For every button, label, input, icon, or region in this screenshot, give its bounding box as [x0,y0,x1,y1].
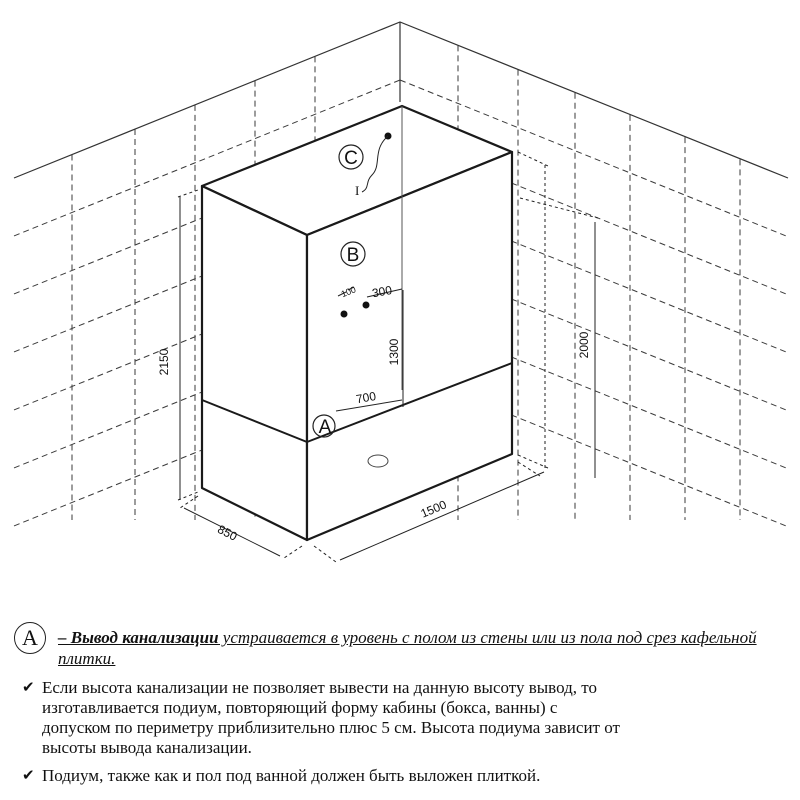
label-c-text: C [344,148,358,169]
dim-height-left: 2150 [157,348,171,376]
dim-ext-1500-b [518,462,540,476]
dim-ext-2000-top [518,152,548,166]
dim-width: 1500 [418,497,449,521]
label-b [341,242,365,266]
note-a-term: – Вывод канализации [58,628,219,647]
dim-ext-2000-bottom [518,455,548,468]
dim-ext-2000-b [520,198,598,218]
note-a-badge: A [14,622,46,654]
installation-notes [0,600,800,800]
dim-outlet-height: 1300 [387,338,401,366]
bullet-1-text: Если высота канализации не позволяет вывести на данную высоту вывод, то изготавливается подиум, повторяющий форму кабины (бокса, ванны) с допуском по периметру приблизительно плюс 5 см. Высота подиума зависит от высоты вывода канализации. [42,678,620,757]
shower-cabin [202,106,512,540]
check-icon: ✔ [22,680,35,696]
dim-outlet-offset: 700 [354,389,378,407]
note-a-text [58,627,758,669]
dim-outlet-gap-small: 100 [339,284,358,300]
dim-height-right: 2000 [577,331,591,359]
bullet-2-text: Подиум, также как и пол под ванной должен быть выложен плиткой. [42,766,541,785]
dim-outlet-gap: 300 [370,283,394,301]
note-a-rest: устраивается в уровень с полом из стены или из пола под срез кафельной плитки. [58,628,757,668]
label-c [339,145,363,169]
outlet-right [363,302,370,309]
label-a-text: A [318,417,332,438]
dim-depth: 850 [215,522,240,544]
cabin-left-face [202,186,307,540]
check-icon: ✔ [22,768,35,784]
outlet-left [341,311,348,318]
label-i: I [355,183,360,198]
dim-ext-1500-a [314,546,336,562]
dim-ext-850-b [284,546,302,558]
label-b-text: B [346,245,360,266]
